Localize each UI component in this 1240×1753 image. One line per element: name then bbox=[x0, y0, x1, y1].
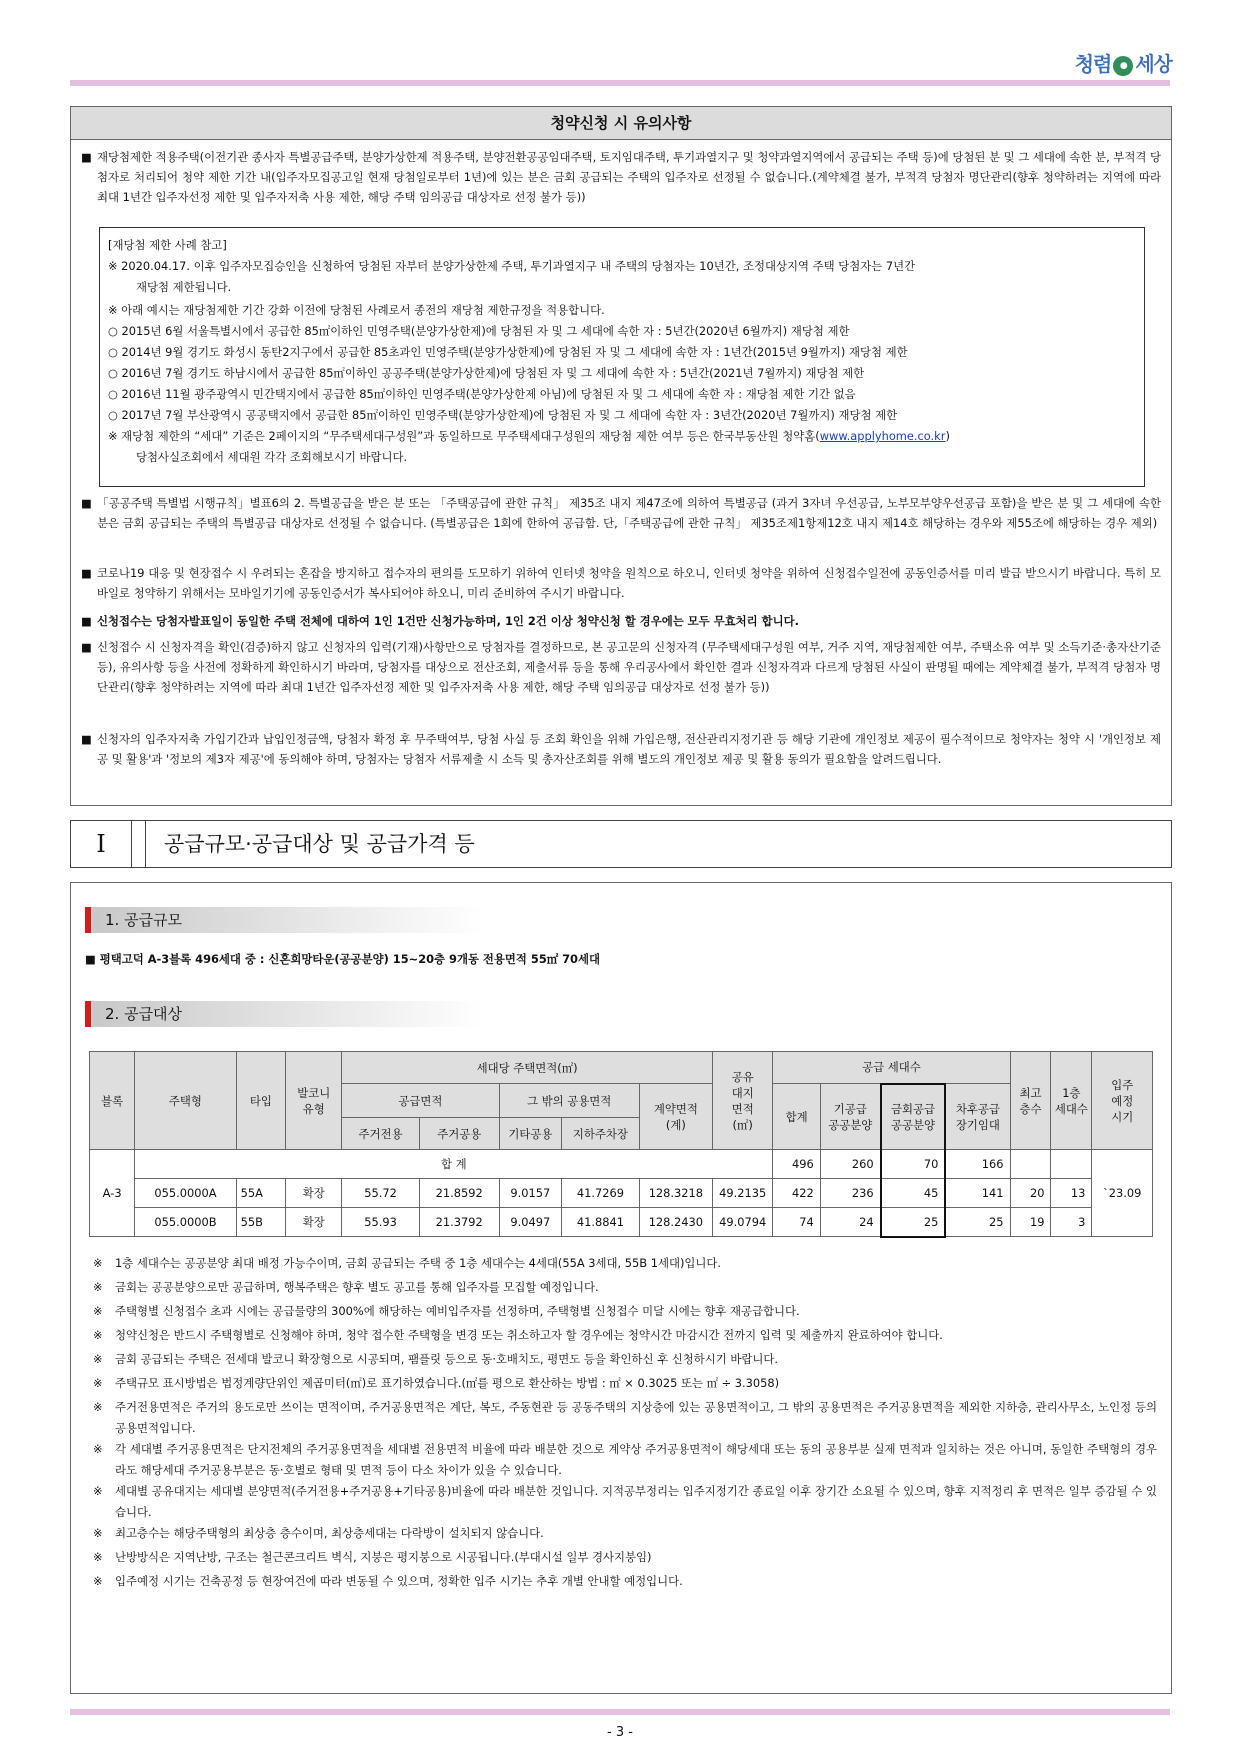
note-mark: ※ bbox=[93, 1280, 103, 1294]
note-item: ※ 각 세대별 주거공용면적은 단지전체의 주거공용면적을 세대별 전용면적 비율에 따라 배분한 것으로 계약상 주거공용면적이 해당세대 또는 동의 공용부분 실제 면적과 일치하는 것은 아니며, 동일한 주택형의 경우라도 해당세대 주거공용부분은 동·호별로 형태 및 면적 등이 다소 차이가 있을 수 있습니다. bbox=[85, 1439, 1157, 1481]
supply-scale-text: ■ 평택고덕 A-3블록 496세대 중 : 신혼희망타운(공공분양) 15~20층 9개동 전용면적 55㎡ 70세대 bbox=[85, 952, 600, 966]
restriction-note: ※ 재당첨 제한의 “세대” 기준은 2페이지의 “무주택세대구성원”과 동일하므로 무주택세대구성원의 재당첨 제한 여부 등은 한국부동산원 청약홈(www.applyhome.co.kr) bbox=[108, 429, 950, 443]
table-row: A-3 합 계 496 260 70 166 `23.09 bbox=[90, 1150, 1153, 1179]
bullet-icon: ■ bbox=[81, 150, 92, 164]
header-current: 금회공급 공공분양 bbox=[881, 1084, 946, 1150]
caution-title: 청약신청 시 유의사항 bbox=[71, 107, 1171, 140]
logo-text-right: 세상 bbox=[1135, 52, 1172, 76]
header-tipe: 타입 bbox=[236, 1052, 286, 1150]
page-number: - 3 - bbox=[607, 1725, 633, 1740]
header-balcony: 발코니 유형 bbox=[286, 1052, 342, 1150]
note-mark: ※ bbox=[93, 1574, 103, 1588]
supply-target-heading: 2. 공급대상 bbox=[85, 1001, 485, 1027]
caution-bullet: ■ 「공공주택 특별법 시행규칙」별표6의 2. 특별공급을 받은 분 또는 「주택공급에 관한 규칙」 제35조 내지 제47조에 의하여 특별공급 (과거 3자녀 우선공급, 노부모부양우선공급 포함)을 받은 분 및 그 세대에 속한 분은 금회 공급되는 주택의 특별공급 대상자로 선정될 수 없습니다. (특별공급은 1회에 한하여 공급함. 단,「주택공급에 관한 규칙」 제35조제1항제12호 내지 제14호 해당하는 경우와 제55조에 해당하는 경우 제외) bbox=[81, 493, 1161, 533]
note-mark: ※ bbox=[93, 1256, 103, 1270]
table-row: 055.0000A 55A 확장 55.72 21.8592 9.0157 41.7269 128.3218 49.2135 422 236 45 141 20 13 bbox=[90, 1179, 1153, 1208]
note-item: ※ 주택형별 신청접수 초과 시에는 공급물량의 300%에 해당하는 예비입주자를 선정하며, 주택형별 신청접수 미달 시에는 향후 재공급합니다. bbox=[85, 1301, 1157, 1322]
bullet-icon: ■ bbox=[81, 496, 92, 510]
header-units-group: 공급 세대수 bbox=[773, 1052, 1010, 1084]
note-mark: ※ bbox=[93, 1526, 103, 1540]
bullet-icon: ■ bbox=[81, 566, 92, 580]
logo-text-left: 청렴 bbox=[1074, 52, 1112, 76]
note-mark: ※ bbox=[93, 1484, 103, 1498]
header-type: 주택형 bbox=[135, 1052, 236, 1150]
restriction-title: [재당첨 제한 사례 참고] bbox=[108, 238, 227, 252]
header-total: 합계 bbox=[773, 1084, 820, 1150]
note-mark: ※ bbox=[93, 1352, 103, 1366]
note-mark: ※ bbox=[93, 1304, 103, 1318]
header-area-group: 세대당 주택면적(㎡) bbox=[342, 1052, 713, 1084]
header-max-floor: 최고 층수 bbox=[1010, 1052, 1051, 1150]
restriction-example: ○ 2016년 7월 경기도 하남시에서 공급한 85㎡이하인 공공주택(분양가상한제)에 당첨된 자 및 그 세대에 속한 자 : 5년간(2021년 7월까지) 재당첨 제한 bbox=[108, 366, 865, 380]
note-item: ※ 최고층수는 해당주택형의 최상층 층수이며, 최상층세대는 다락방이 설치되지 않습니다. bbox=[85, 1523, 1157, 1544]
header-etc-common: 기타공용 bbox=[499, 1118, 562, 1150]
supply-scale-heading: 1. 공급규모 bbox=[85, 907, 485, 933]
caution-bullet: ■ 신청접수 시 신청자격을 확인(검증)하지 않고 신청자의 입력(기재)사항만으로 당첨자를 결정하므로, 본 공고문의 신청자격 (무주택세대구성원 여부, 거주 지역, 재당첨제한 여부, 주택소유 여부 및 소득기준·총자산기준 등), 유의사항 등을 사전에 정확하게 확인하시기 바라며, 당첨자를 대상으로 전산조회, 제출서류 등을 통해 우리공사에서 확인한 결과 신청자격과 다르게 당첨된 사실이 판명될 때에는 계약체결 불가, 부적격 당첨자 명단관리(향후 청약하려는 지역에 따라 최대 1년간 입주자선정 제한 및 입주자저축 사용 제한, 해당 주택 임의공급 대상자로 선정 불가 등)) bbox=[81, 637, 1161, 697]
sum-label: 합 계 bbox=[135, 1150, 773, 1179]
header-supply-area: 공급면적 bbox=[342, 1084, 499, 1118]
caution-box bbox=[70, 106, 1172, 806]
caution-bullet: ■ 코로나19 대응 및 현장접수 시 우려되는 혼잡을 방지하고 접수자의 편의를 도모하기 위하여 인터넷 청약을 원칙으로 하오니, 인터넷 청약을 위하여 신청접수일전에 공동인증서를 미리 발급 받으시기 바랍니다. 특히 모바일로 청약하기 위해서는 모바일기기에 공동인증서가 복사되어야 하오니, 미리 준비하여 주시기 바랍니다. bbox=[81, 563, 1161, 603]
header-block: 블록 bbox=[90, 1052, 135, 1150]
caution-bullet: ■ 재당첨제한 적용주택(이전기관 종사자 특별공급주택, 분양가상한제 적용주택, 분양전환공공임대주택, 토지임대주택, 투기과열지구 및 청약과열지역에서 공급되는 주택 등)에 당첨된 분 및 그 세대에 속한 분, 부적격 당첨자로 처리되어 청약 제한 기간 내(입주자모집공고일 현재 당첨일로부터 1년)에 있는 분은 금회 공급되는 주택의 입주자로 선정될 수 없습니다.(계약체결 불가, 부적격 당첨자 명단관리(향후 청약하려는 지역에 따라 최대 1년간 입주자선정 제한 및 입주자저축 사용 제한, 해당 주택 임의공급 대상자로 선정 불가 등)) bbox=[81, 147, 1161, 207]
note-mark: ※ bbox=[93, 1550, 103, 1564]
note-item: ※ 세대별 공유대지는 세대별 분양면적(주거전용+주거공용+기타공용)비율에 따라 배분한 것입니다. 지적공부정리는 입주지정기간 종료일 이후 장기간 소요될 수 있으며, 향후 지적정리 후 면적은 일부 증감될 수 있습니다. bbox=[85, 1481, 1157, 1523]
restriction-note-cont: 재당첨 제한됩니다. bbox=[136, 280, 232, 294]
restriction-example: ○ 2014년 9월 경기도 화성시 동탄2지구에서 공급한 85초과인 민영주택(분양가상한제)에 당첨된 자 및 그 세대에 속한 자 : 1년간(2015년 9월까지) 재당첨 제한 bbox=[108, 345, 908, 359]
note-mark: ※ bbox=[93, 1442, 103, 1456]
bullet-icon: ■ bbox=[81, 732, 92, 746]
supply-table bbox=[89, 1051, 1153, 1238]
table-row: 055.0000B 55B 확장 55.93 21.3792 9.0497 41.8841 128.2430 49.0794 74 24 25 25 19 3 bbox=[90, 1208, 1153, 1237]
logo bbox=[1075, 48, 1172, 77]
header-move-in: 입주 예정 시기 bbox=[1092, 1052, 1153, 1150]
header-first-floor: 1층 세대수 bbox=[1051, 1052, 1092, 1150]
restriction-note-cont: 당첨사실조회에서 세대원 각각 조회해보시기 바랍니다. bbox=[136, 450, 408, 464]
header-later: 차후공급 장기임대 bbox=[945, 1084, 1010, 1150]
restriction-box bbox=[99, 227, 1145, 487]
header-residential: 주거전용 bbox=[342, 1118, 420, 1150]
bullet-icon: ■ bbox=[81, 614, 92, 628]
note-item: ※ 난방방식은 지역난방, 구조는 철근콘크리트 벽식, 지붕은 평지붕으로 시공됩니다.(부대시설 일부 경사지붕임) bbox=[85, 1547, 1157, 1568]
note-item: ※ 금회 공급되는 주택은 전세대 발코니 확장형으로 시공되며, 팸플릿 등으로 동·호배치도, 평면도 등을 확인하신 후 신청하시기 바랍니다. bbox=[85, 1349, 1157, 1370]
header-land: 공유 대지 면적 (㎡) bbox=[713, 1052, 773, 1150]
bottom-divider bbox=[70, 1709, 1170, 1715]
header-other-common: 그 밖의 공용면적 bbox=[499, 1084, 639, 1118]
restriction-note: ※ 2020.04.17. 이후 입주자모집승인을 신청하여 당첨된 자부터 분양가상한제 주택, 투기과열지구 내 주택의 당첨자는 10년간, 조정대상지역 주택 당첨자는 7년간 bbox=[108, 259, 916, 273]
header-prev: 기공급 공공분양 bbox=[820, 1084, 880, 1150]
restriction-example: ○ 2017년 7월 부산광역시 공공택지에서 공급한 85㎡이하인 민영주택(분양가상한제)에 당첨된 자 및 그 세대에 속한 자 : 3년간(2020년 7월까지) 재당첨 제한 bbox=[108, 408, 898, 422]
restriction-example: ○ 2016년 11월 광주광역시 민간택지에서 공급한 85㎡이하인 민영주택(분양가상한제 아님)에 당첨된 자 및 그 세대에 속한 자 : 재당첨 제한 기간 없음 bbox=[108, 387, 856, 401]
applyhome-link[interactable]: www.applyhome.co.kr bbox=[819, 429, 946, 443]
top-divider bbox=[70, 80, 1170, 86]
header-res-common: 주거공용 bbox=[419, 1118, 499, 1150]
restriction-example: ○ 2015년 6월 서울특별시에서 공급한 85㎡이하인 민영주택(분양가상한제)에 당첨된 자 및 그 세대에 속한 자 : 5년간(2020년 6월까지) 재당첨 제한 bbox=[108, 324, 850, 338]
note-item: ※ 주거전용면적은 주거의 용도로만 쓰이는 면적이며, 주거공용면적은 계단, 복도, 주동현관 등 공동주택의 지상층에 있는 공용면적이고, 그 밖의 공용면적은 주거공용면적을 제외한 지하층, 관리사무소, 노인정 등의 공용면적입니다. bbox=[85, 1397, 1157, 1439]
header-contract: 계약면적 (계) bbox=[639, 1084, 712, 1150]
logo-emblem: ● bbox=[1113, 56, 1133, 76]
header-underground: 지하주차장 bbox=[562, 1118, 640, 1150]
note-item: ※ 금회는 공공분양으로만 공급하며, 행복주택은 향후 별도 공고를 통해 입주자를 모집할 예정입니다. bbox=[85, 1277, 1157, 1298]
note-item: ※ 주택규모 표시방법은 법정계량단위인 제곱미터(㎡)로 표기하였습니다.(㎡를 평으로 환산하는 방법 : ㎡ × 0.3025 또는 ㎡ ÷ 3.3058) bbox=[85, 1373, 1157, 1394]
note-item: ※ 입주예정 시기는 건축공정 등 현장여건에 따라 변동될 수 있으며, 정확한 입주 시기는 추후 개별 안내할 예정입니다. bbox=[85, 1571, 1157, 1592]
section-title: 공급규모·공급대상 및 공급가격 등 bbox=[145, 821, 1171, 867]
note-mark: ※ bbox=[93, 1328, 103, 1342]
note-item: ※ 1층 세대수는 공공분양 최대 배정 가능수이며, 금회 공급되는 주택 중 1층 세대수는 4세대(55A 3세대, 55B 1세대)입니다. bbox=[85, 1253, 1157, 1274]
section-header bbox=[70, 820, 1172, 868]
bullet-icon: ■ bbox=[81, 640, 92, 654]
section-number: Ⅰ bbox=[71, 821, 132, 867]
supply-box bbox=[70, 882, 1172, 1694]
note-mark: ※ bbox=[93, 1376, 103, 1390]
caution-bullet: ■ 신청접수는 당첨자발표일이 동일한 주택 전체에 대하여 1인 1건만 신청가능하며, 1인 2건 이상 청약신청 할 경우에는 모두 무효처리 합니다. bbox=[81, 611, 1161, 631]
note-mark: ※ bbox=[93, 1400, 103, 1414]
restriction-note: ※ 아래 예시는 재당첨제한 기간 강화 이전에 당첨된 사례로서 종전의 재당첨 제한규정을 적용합니다. bbox=[108, 303, 605, 317]
note-item: ※ 청약신청은 반드시 주택형별로 신청해야 하며, 청약 접수한 주택형을 변경 또는 취소하고자 할 경우에는 청약시간 마감시간 전까지 입력 및 제출까지 완료하여야 합니다. bbox=[85, 1325, 1157, 1346]
caution-bullet: ■ 신청자의 입주자저축 가입기간과 납입인정금액, 당첨자 확정 후 무주택여부, 당첨 사실 등 조회 확인을 위해 가입은행, 전산관리지정기관 등 해당 기관에 개인정보 제공이 필수적이므로 청약자는 청약 시 '개인정보 제공 및 활용'과 '정보의 제3자 제공'에 동의해야 하며, 당첨자는 당첨자 서류제출 시 소득 및 총자산조회를 위해 별도의 개인정보 제공 및 활용 동의가 필요함을 알려드립니다. bbox=[81, 729, 1161, 769]
